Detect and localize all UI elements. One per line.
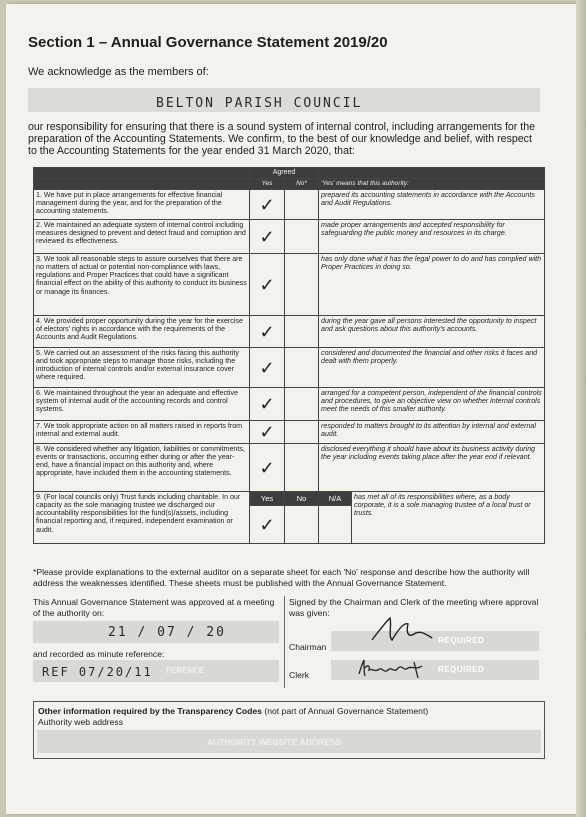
table-row (34, 316, 545, 348)
minute-label: and recorded as minute reference: (33, 649, 165, 659)
council-name: BELTON PARISH COUNCIL (156, 96, 363, 111)
minute-placeholder: FERENCE (166, 666, 205, 675)
meaning-text: disclosed everything it should have about its business activity during the year including events taking place after the year end if relevant. (319, 444, 545, 492)
approved-text: This Annual Governance Statement was approved at a meeting of the authority on: (33, 597, 275, 618)
statement-text: 3. We took all reasonable steps to assure ourselves that there are no matters of actual or potential non-compliance with laws, regulations and Proper Practices that could have a significant financial effect on the ability of this authority to conduct its business or manage its finances. (34, 254, 250, 316)
meaning-text: considered and documented the financial and other risks it faces and dealt with them properly. (319, 348, 545, 388)
table-row (34, 492, 545, 506)
no-cell[interactable] (285, 348, 319, 388)
yes-tick[interactable]: ✓ (250, 421, 285, 444)
no-cell[interactable] (285, 190, 319, 220)
web-address-placeholder: AUTHORITY WEBSITE ADDRESS (207, 737, 342, 747)
no-header: No* (285, 179, 319, 190)
no-cell[interactable] (285, 444, 319, 492)
table-row (34, 421, 545, 444)
no-cell[interactable] (285, 254, 319, 316)
meaning-text: made proper arrangements and accepted responsibility for safeguarding the public money and resources in its charge. (319, 220, 545, 254)
signed-text: Signed by the Chairman and Clerk of the meeting where approval was given: (289, 597, 539, 618)
statement-text: 5. We carried out an assessment of the risks facing this authority and took appropriate steps to manage those risks, including the introduction of internal controls and/or external insurance cover where required. (34, 348, 250, 388)
intro-paragraph: our responsibility for ensuring that there is a sound system of internal control, including arrangements for the preparation of the Accounting Statements. We confirm, to the best of our knowledge and belief, with respect to the Accounting Statements for the year ended 31 March 2020, that: (28, 121, 535, 158)
no-cell[interactable] (285, 316, 319, 348)
meeting-date: 21 / 07 / 20 (108, 625, 226, 640)
table-row (34, 348, 545, 388)
no-cell[interactable] (285, 220, 319, 254)
meaning-text: during the year gave all persons interested the opportunity to inspect and ask questions about this authority's accounts. (319, 316, 545, 348)
no-cell[interactable] (285, 421, 319, 444)
acknowledge-text: We acknowledge as the members of: (28, 66, 209, 78)
yes-tick[interactable]: ✓ (250, 316, 285, 348)
page-title: Section 1 – Annual Governance Statement 2019/20 (28, 34, 388, 51)
yes-tick[interactable]: ✓ (250, 388, 285, 421)
clerk-signature (356, 656, 436, 684)
chairman-signature (368, 612, 438, 648)
clerk-label: Clerk (289, 670, 310, 680)
footnote: *Please provide explanations to the external auditor on a separate sheet for each 'No' response and describe how the authority will address the weaknesses identified. These sheets must be published with the Annual Governance Statement. (33, 567, 530, 588)
yes-tick[interactable]: ✓ (250, 220, 285, 254)
form-sheet (6, 4, 580, 814)
statement-text: 1. We have put in place arrangements for effective financial management during the year, and for the preparation of the accounting statements. (34, 190, 250, 220)
table-row (34, 444, 545, 492)
statement-text: 2. We maintained an adequate system of internal control including measures designed to prevent and detect fraud and corruption and reviewed its effectiveness. (34, 220, 250, 254)
meaning-text: has met all of its responsibilities where, as a body corporate, it is a sole managing trustee of a local trust or trusts. (352, 492, 545, 544)
divider (284, 596, 285, 688)
table-row (34, 388, 545, 421)
transparency-section (33, 701, 545, 759)
meaning-text: arranged for a competent person, independent of the financial controls and procedures, to give an objective view on whether internal controls meet the needs of this smaller authority. (319, 388, 545, 421)
statement-text: 8. We considered whether any litigation, liabilities or commitments, events or transactions, occurring either during or after the year-end, have a financial impact on this authority and, where appropriate, have included them in the accounting statements. (34, 444, 250, 492)
meaning-text: prepared its accounting statements in accordance with the Accounts and Audit Regulations. (319, 190, 545, 220)
row9-yes-tick[interactable]: ✓ (250, 506, 285, 544)
transparency-title: Other information required by the Transparency Codes (not part of Annual Governance Statement) (38, 706, 429, 716)
row9-yes-header: Yes (250, 492, 285, 506)
chairman-label: Chairman (289, 642, 327, 652)
yes-tick[interactable]: ✓ (250, 348, 285, 388)
means-header: 'Yes' means that this authority: (319, 179, 545, 190)
agreed-header: Agreed (250, 168, 319, 179)
row9-na-cell[interactable] (319, 506, 352, 544)
row9-no-cell[interactable] (285, 506, 319, 544)
statement-text: 4. We provided proper opportunity during the year for the exercise of electors' rights in accordance with the requirements of the Accounts and Audit Regulations. (34, 316, 250, 348)
web-address-field[interactable] (37, 730, 541, 753)
row9-na-header: N/A (319, 492, 352, 506)
minute-reference: REF 07/20/11 (42, 665, 153, 679)
table-row (34, 220, 545, 254)
table-row (34, 254, 545, 316)
web-address-label: Authority web address (38, 717, 124, 727)
row9-no-header: No (285, 492, 319, 506)
statement-text: 9. (For local councils only) Trust funds including charitable. In our capacity as the sole managing trustee we discharged our accountability responsibilities for the fund(s)/assets, including financial reporting and, if required, independent examination or audit. (34, 492, 250, 544)
yes-header: Yes (250, 179, 285, 190)
page-edge-shadow (576, 0, 586, 817)
yes-tick[interactable]: ✓ (250, 444, 285, 492)
governance-table (33, 167, 545, 544)
meaning-text: has only done what it has the legal power to do and has complied with Proper Practices in doing so. (319, 254, 545, 316)
table-row (34, 190, 545, 220)
chairman-required: REQUIRED (438, 636, 485, 645)
statement-text: 7. We took appropriate action on all matters raised in reports from internal and external audit. (34, 421, 250, 444)
no-cell[interactable] (285, 388, 319, 421)
yes-tick[interactable]: ✓ (250, 190, 285, 220)
clerk-required: REQUIRED (438, 665, 485, 674)
meaning-text: responded to matters brought to its attention by internal and external audit. (319, 421, 545, 444)
statement-text: 6. We maintained throughout the year an adequate and effective system of internal audit of the accounting records and control systems. (34, 388, 250, 421)
yes-tick[interactable]: ✓ (250, 254, 285, 316)
